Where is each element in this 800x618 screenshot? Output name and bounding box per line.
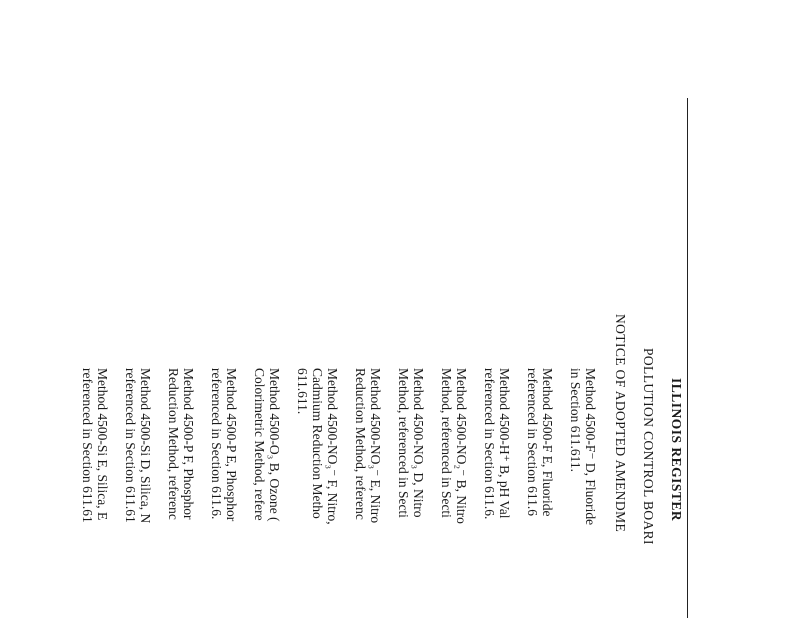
method-paragraph (80, 368, 110, 618)
method-paragraph (252, 368, 282, 618)
paragraph-line: Method 4500-NO₃ D, Nitro (411, 368, 426, 518)
paragraph-line: referenced in Section 611.61 (80, 368, 95, 523)
paragraph-line: Cadmium Reduction Metho (310, 368, 325, 519)
paragraph-line: Method 4500-F⁻ D, Fluoride (583, 368, 598, 526)
paragraph-line: Method 4500-Si D, Silica, N (138, 368, 153, 524)
method-paragraph (209, 368, 239, 618)
method-paragraph (166, 368, 196, 618)
register-title: ILLINOIS REGISTER (669, 378, 684, 522)
method-paragraph (396, 368, 426, 618)
paragraph-line: referenced in Section 611.6. (209, 368, 224, 520)
method-paragraph (525, 368, 555, 618)
paragraph-line: 611.611. (295, 368, 310, 415)
method-paragraph (353, 368, 383, 618)
notice-title: NOTICE OF ADOPTED AMENDME (613, 314, 628, 533)
paragraph-line: Method 4500-NO₃⁻ F, Nitro, (325, 368, 340, 525)
paragraph-line: Method 4500-NO₃⁻ E, Nitro (368, 368, 383, 524)
paragraph-line: referenced in Section 611.6 (525, 368, 540, 516)
paragraph-line: referenced in Section 611.61 (123, 368, 138, 523)
paragraph-line: Method, referenced in Secti (439, 368, 454, 518)
method-paragraph (295, 368, 340, 618)
method-paragraph (439, 368, 469, 618)
paragraph-line: Method 4500-H⁺ B, pH Val (497, 368, 512, 519)
paragraph-line: Method, referenced in Secti (396, 368, 411, 518)
paragraph-line: Method 4500-F E, Fluoride (540, 368, 555, 517)
paragraph-line: Method 4500-P F, Phosphor (181, 368, 196, 520)
paragraph-line: referenced in Section 611.6. (482, 368, 497, 520)
header-rule (687, 98, 688, 618)
paragraph-line: Reduction Method, referenc (166, 368, 181, 520)
paragraph-line: Method 4500-P E, Phosphor (224, 368, 239, 522)
paragraph-line: in Section 611.611. (568, 368, 583, 472)
board-name: POLLUTION CONTROL BOARI (641, 348, 656, 545)
paragraph-line: Method 4500-NO₂⁻ B, Nitro (454, 368, 469, 524)
rotated-document (48, 98, 688, 618)
paragraph-line: Method 4500-O₃ B, Ozone ( (267, 368, 282, 522)
method-paragraph (123, 368, 153, 618)
document-body (67, 368, 598, 618)
paragraph-line: Colorimetric Method, refere (252, 368, 267, 521)
paragraph-line: Method 4500-Si E, Silica, E (95, 368, 110, 521)
method-paragraph (482, 368, 512, 618)
paragraph-line: Reduction Method, referenc (353, 368, 368, 520)
method-paragraph (568, 368, 598, 618)
